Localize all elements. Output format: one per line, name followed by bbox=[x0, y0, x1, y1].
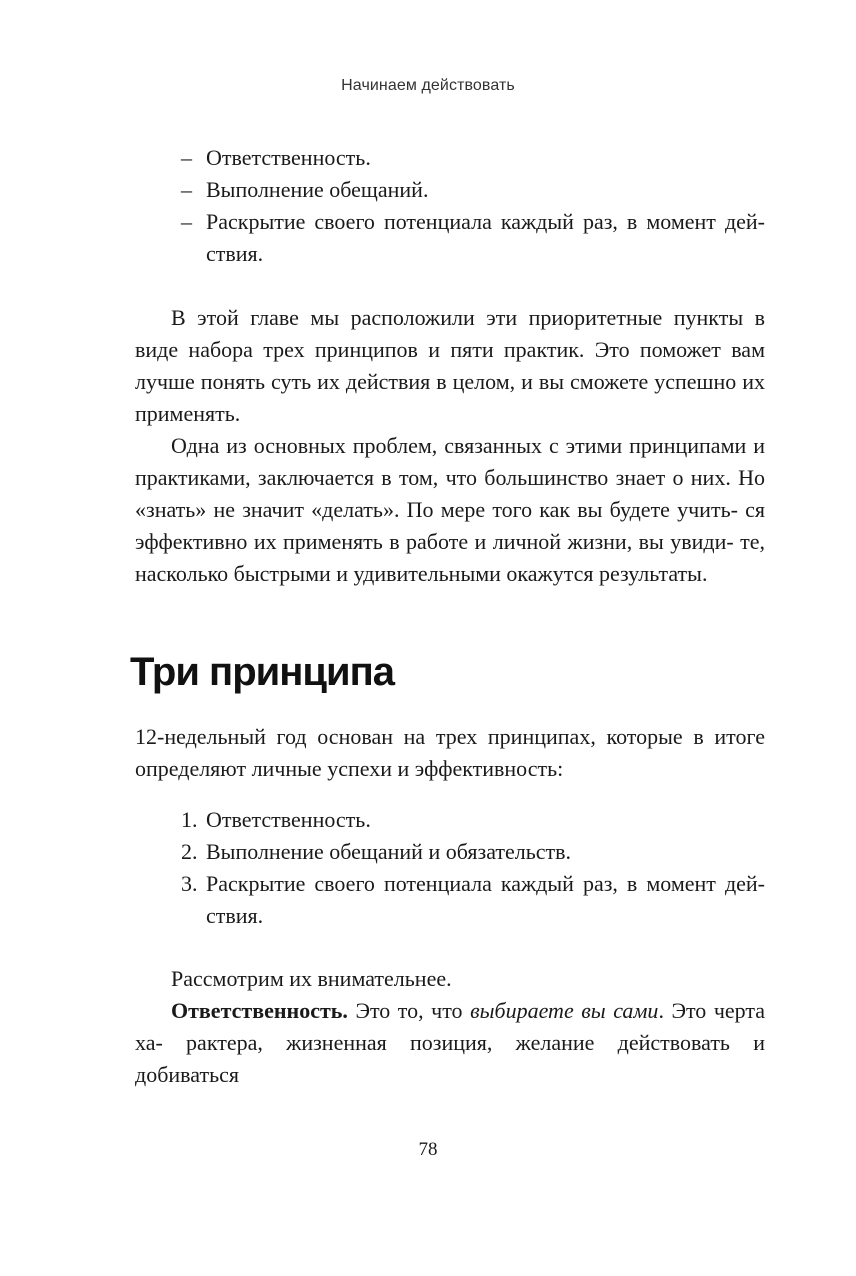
list-item-text: Выполнение обещаний. bbox=[206, 177, 429, 202]
numbered-list bbox=[135, 804, 765, 932]
list-item-text: Ответственность. bbox=[206, 807, 371, 832]
list-marker: – bbox=[181, 177, 192, 202]
list-item bbox=[135, 174, 765, 206]
list-item-text: Выполнение обещаний и обязательств. bbox=[206, 839, 572, 864]
list-item bbox=[135, 206, 765, 270]
body-text bbox=[135, 302, 765, 590]
dash-list bbox=[135, 142, 765, 270]
definition-paragraph bbox=[135, 995, 765, 1091]
list-item-text: Раскрытие своего потенциала каждый раз, в момент дей- ствия. bbox=[206, 871, 765, 928]
list-item-text: Ответственность. bbox=[206, 145, 371, 170]
list-item bbox=[135, 836, 765, 868]
section-intro: 12-недельный год основан на трех принципах, которые в итоге определяют личные успехи и эффективность: bbox=[135, 724, 765, 781]
list-item bbox=[135, 868, 765, 932]
list-marker: – bbox=[181, 209, 192, 234]
list-number: 2. bbox=[181, 839, 198, 864]
paragraph: Рассмотрим их внимательнее. bbox=[171, 966, 452, 991]
definition-emphasis: выбираете вы сами bbox=[470, 998, 659, 1023]
running-head: Начинаем действовать bbox=[341, 77, 515, 94]
list-item-text: Раскрытие своего потенциала каждый раз, в момент дей- ствия. bbox=[206, 209, 765, 266]
list-marker: – bbox=[181, 145, 192, 170]
list-item bbox=[135, 142, 765, 174]
body-text bbox=[135, 963, 765, 1091]
list-number: 1. bbox=[181, 807, 198, 832]
list-number: 3. bbox=[181, 871, 198, 896]
page-number: 78 bbox=[418, 1139, 438, 1160]
paragraph: В этой главе мы расположили эти приоритетные пункты в виде набора трех принципов и пяти практик. Это поможет вам лучше понять суть их действия в целом, и вы сможете успешно их применять. bbox=[135, 305, 765, 426]
list-item bbox=[135, 804, 765, 836]
section-title: Три принципа bbox=[130, 650, 394, 694]
definition-term: Ответственность. bbox=[171, 998, 348, 1023]
definition-text: Это то, что bbox=[347, 998, 471, 1023]
definition-text: . Это черта ха- рактера, жизненная позиция, желание действовать и добиваться bbox=[135, 998, 766, 1087]
paragraph: Одна из основных проблем, связанных с этими принципами и практиками, заключается в том, что большинство знает о них. Но «знать» не значит «делать». По мере того как вы будете учить- ся эффективно их применять в работе и личной жизни, вы увиди- те, насколько быстрыми и удивительными окажутся результаты. bbox=[135, 433, 765, 586]
